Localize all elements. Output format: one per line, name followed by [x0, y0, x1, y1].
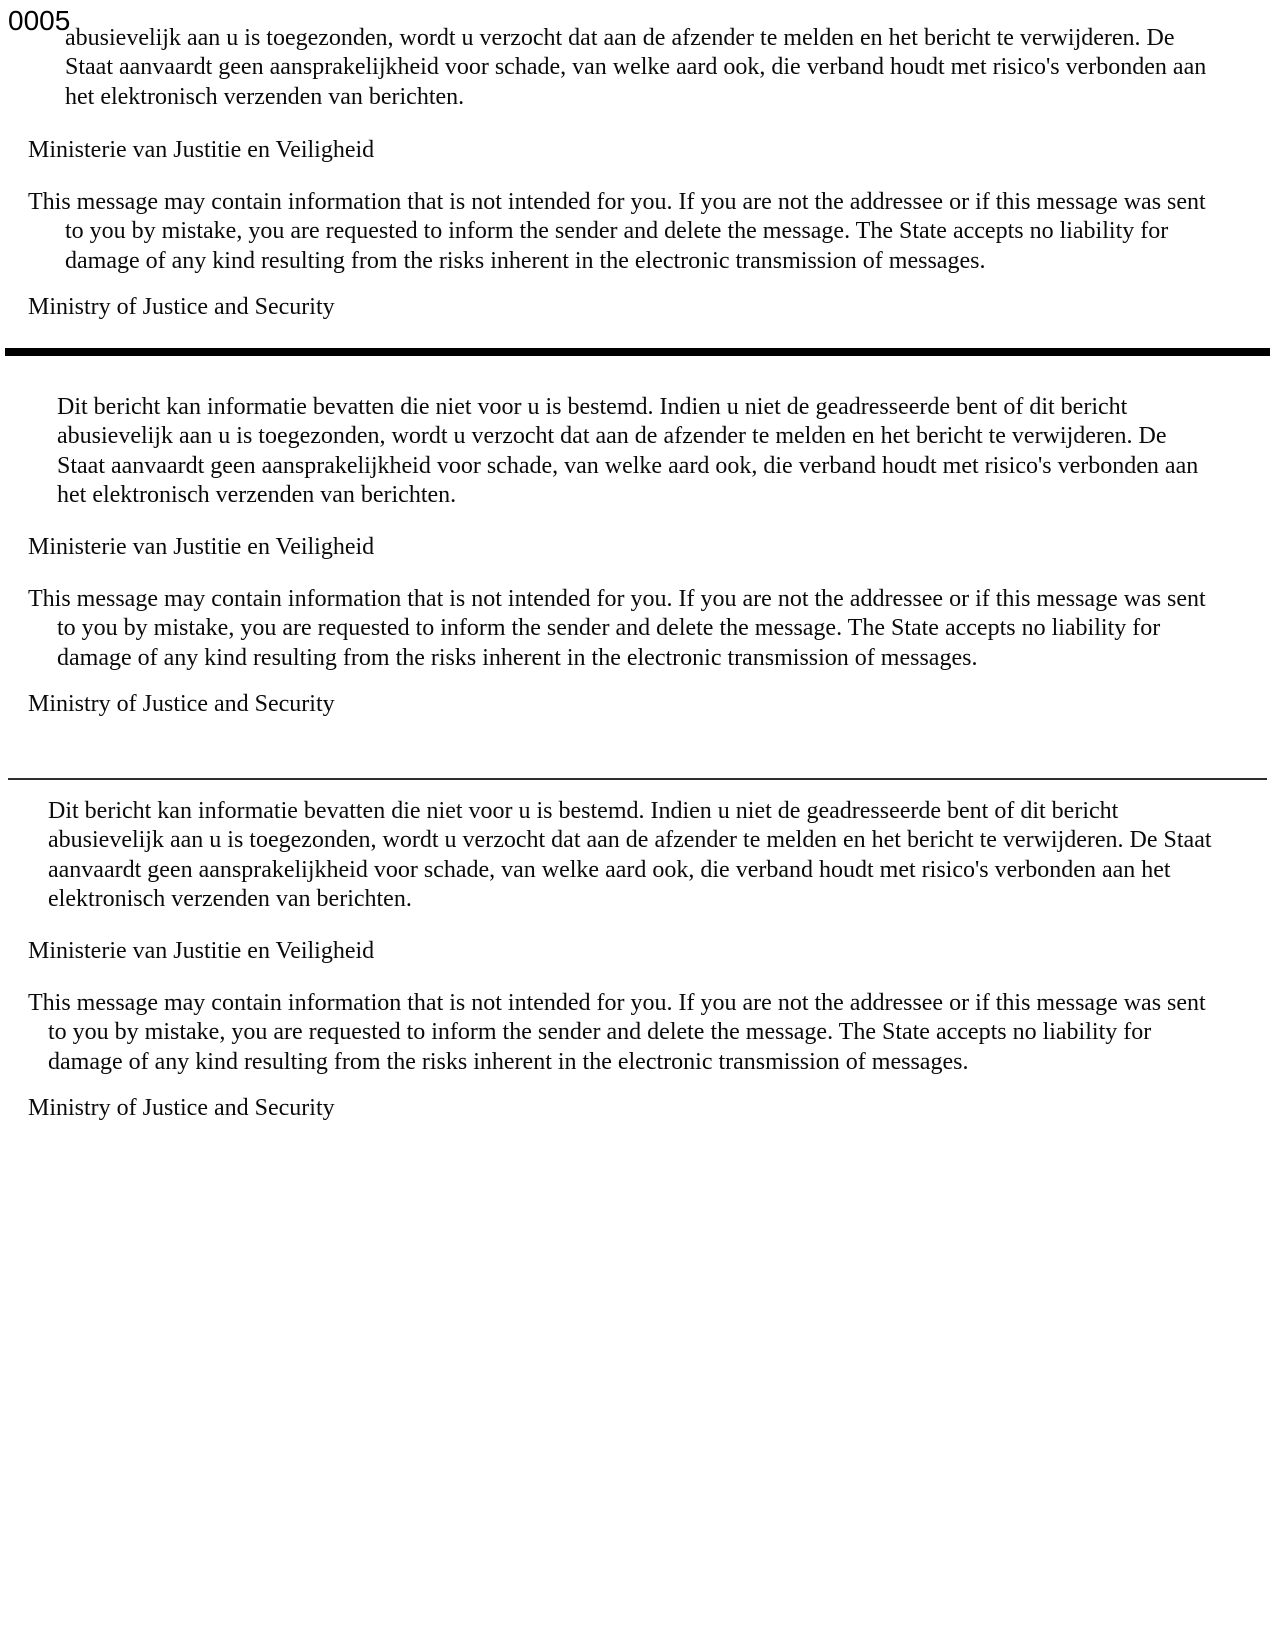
text-line: damage of any kind resulting from the risks inherent in the electronic transmission of messages. [48, 1048, 969, 1075]
text-line: to you by mistake, you are requested to inform the sender and delete the message. The State accepts no liability for [48, 1019, 1152, 1046]
text-line: This message may contain information that is not intended for you. If you are not the addressee or if this message was sent [28, 586, 1206, 612]
text-line: This message may contain information that is not intended for you. If you are not the addressee or if this message was sent [28, 990, 1206, 1016]
text-line: het elektronisch verzenden van berichten. [65, 83, 465, 110]
ministry-en-label-2 [0, 690, 1275, 719]
text-line: Ministry of Justice and Security [28, 294, 335, 320]
text-line: Staat aanvaardt geen aansprakelijkheid voor schade, van welke aard ook, die verband houdt met risico's verbonden aan [65, 54, 1207, 81]
english-disclaimer-paragraph-1 [0, 188, 1275, 276]
thick-divider [5, 348, 1270, 356]
ministry-nl-label-3 [0, 937, 1275, 966]
text-line: abusievelijk aan u is toegezonden, wordt u verzocht dat aan de afzender te melden en het bericht te verwijderen. De [65, 25, 1175, 51]
text-line: Dit bericht kan informatie bevatten die niet voor u is bestemd. Indien u niet de geadresseerde bent of dit bericht [57, 394, 1128, 420]
text-line: abusievelijk aan u is toegezonden, wordt u verzocht dat aan de afzender te melden en het bericht te verwijderen. De [57, 423, 1167, 450]
ministry-en-label-3 [0, 1094, 1275, 1123]
text-line: This message may contain information that is not intended for you. If you are not the addressee or if this message was sent [28, 189, 1206, 215]
ministry-en-label-1 [0, 293, 1275, 322]
text-line: aanvaardt geen aansprakelijkheid voor schade, van welke aard ook, die verband houdt met risico's verbonden aan het [48, 856, 1171, 883]
ministry-nl-label-1 [0, 136, 1275, 165]
text-line: to you by mistake, you are requested to inform the sender and delete the message. The State accepts no liability for [65, 218, 1169, 245]
dutch-disclaimer-paragraph-3 [0, 797, 1275, 915]
thin-divider [8, 778, 1267, 780]
text-line: elektronisch verzenden van berichten. [48, 886, 412, 913]
text-line: Ministry of Justice and Security [28, 691, 335, 717]
text-line: damage of any kind resulting from the risks inherent in the electronic transmission of messages. [57, 644, 978, 671]
text-line: to you by mistake, you are requested to inform the sender and delete the message. The State accepts no liability for [57, 615, 1161, 642]
page-number-label: 0005 [8, 5, 71, 36]
text-line: Ministerie van Justitie en Veiligheid [28, 938, 375, 964]
text-line: abusievelijk aan u is toegezonden, wordt u verzocht dat aan de afzender te melden en het bericht te verwijderen. De Staat [48, 827, 1212, 854]
text-line: damage of any kind resulting from the risks inherent in the electronic transmission of messages. [65, 247, 986, 274]
ministry-nl-label-2 [0, 533, 1275, 562]
text-line: Ministry of Justice and Security [28, 1095, 335, 1121]
text-line: het elektronisch verzenden van berichten. [57, 482, 457, 509]
dutch-disclaimer-paragraph-2 [0, 393, 1275, 511]
dutch-disclaimer-paragraph-1 [0, 24, 1275, 112]
text-line: Ministerie van Justitie en Veiligheid [28, 137, 375, 163]
text-line: Ministerie van Justitie en Veiligheid [28, 534, 375, 560]
english-disclaimer-paragraph-3 [0, 989, 1275, 1077]
text-line: Dit bericht kan informatie bevatten die niet voor u is bestemd. Indien u niet de geadresseerde bent of dit bericht [48, 798, 1119, 824]
text-line: Staat aanvaardt geen aansprakelijkheid voor schade, van welke aard ook, die verband houdt met risico's verbonden aan [57, 452, 1199, 479]
english-disclaimer-paragraph-2 [0, 585, 1275, 673]
